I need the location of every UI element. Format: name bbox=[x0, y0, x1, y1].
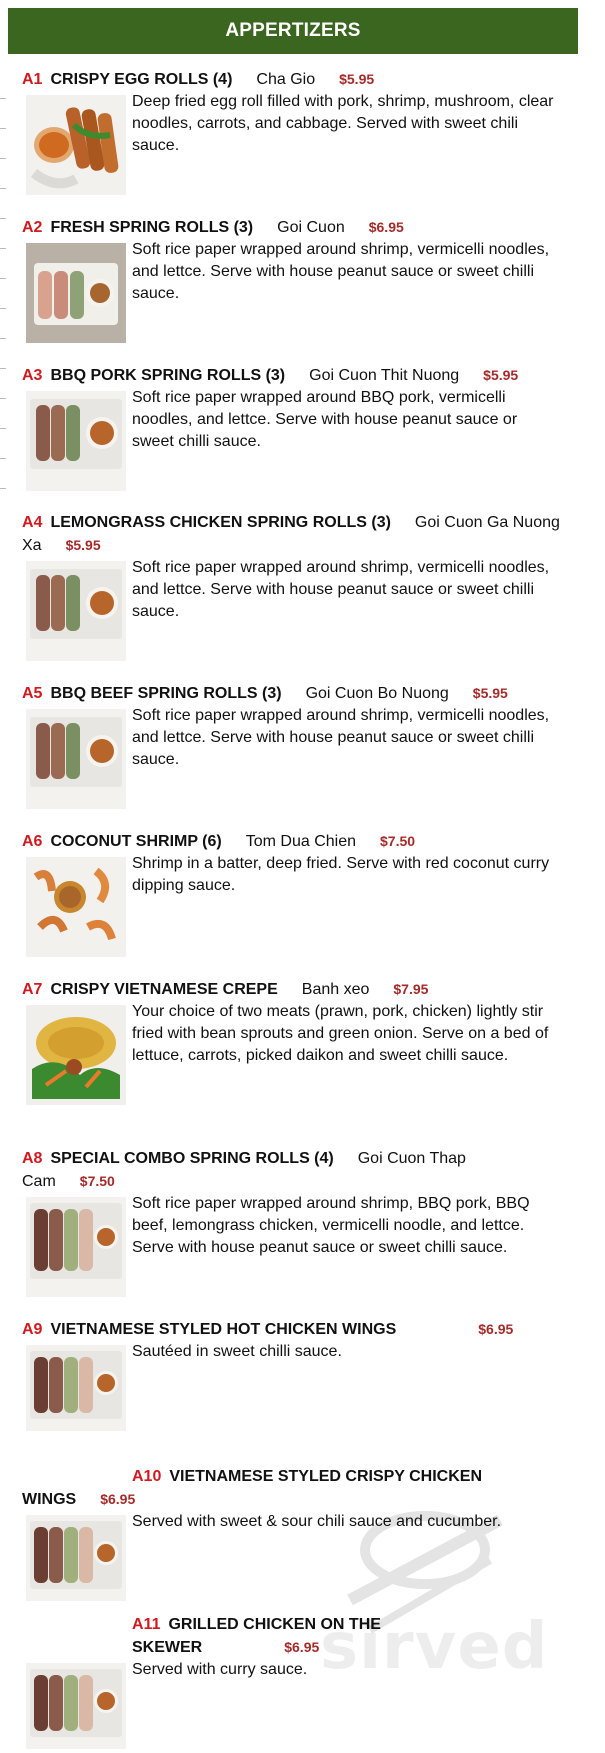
item-title bbox=[22, 68, 562, 91]
item-price: $7.50 bbox=[79, 1173, 115, 1189]
item-code: A8 bbox=[22, 1150, 43, 1167]
item-code: A11 bbox=[132, 1616, 161, 1633]
item-code: A2 bbox=[22, 219, 43, 236]
menu-item-a5 bbox=[22, 682, 562, 771]
item-name: CRISPY EGG ROLLS (4) bbox=[50, 71, 233, 88]
item-name: LEMONGRASS CHICKEN SPRING ROLLS (3) bbox=[50, 514, 391, 531]
item-price: $5.95 bbox=[339, 71, 375, 87]
item-title bbox=[22, 978, 562, 1001]
item-viet-name: Goi Cuon bbox=[277, 219, 345, 236]
item-photo bbox=[26, 391, 126, 491]
item-title bbox=[22, 1318, 562, 1341]
item-price: $7.95 bbox=[393, 981, 429, 997]
watermark-text: sirved bbox=[320, 1610, 549, 1684]
item-description: Soft rice paper wrapped around shrimp, BBQ pork, BBQ beef, lemongrass chicken, vermicelli noodle, and lettce. Serve with house peanut sauce or sweet chilli sauce. bbox=[132, 1195, 530, 1256]
menu-item-a2 bbox=[22, 216, 562, 305]
item-description: Soft rice paper wrapped around shrimp, vermicelli noodles, and lettce. Serve with house peanut sauce or sweet chilli sauce. bbox=[132, 241, 550, 302]
item-price: $5.95 bbox=[65, 537, 101, 553]
item-photo bbox=[26, 1197, 126, 1297]
menu-item-a6 bbox=[22, 830, 562, 897]
item-name: VIETNAMESE STYLED CRISPY CHICKEN WINGS bbox=[22, 1468, 482, 1508]
item-code: A1 bbox=[22, 71, 43, 88]
item-viet-name: Tom Dua Chien bbox=[245, 833, 356, 850]
item-photo bbox=[26, 1005, 126, 1105]
item-price: $6.95 bbox=[100, 1491, 136, 1507]
item-viet-name: Cha Gio bbox=[256, 71, 316, 88]
menu-item-a8 bbox=[22, 1148, 562, 1259]
item-viet-name: Goi Cuon Ga Nuong Xa bbox=[22, 514, 560, 554]
item-code: A9 bbox=[22, 1321, 43, 1338]
item-title bbox=[22, 364, 562, 387]
item-price: $7.50 bbox=[380, 833, 416, 849]
item-code: A3 bbox=[22, 367, 43, 384]
item-name: GRILLED CHICKEN ON THE SKEWER bbox=[132, 1616, 381, 1656]
item-photo bbox=[26, 857, 126, 957]
item-description: Deep fried egg roll filled with pork, shrimp, mushroom, clear noodles, carrots, and cabbage. Served with sweet chili sauce. bbox=[132, 93, 554, 154]
item-price: $5.95 bbox=[472, 685, 508, 701]
item-code: A6 bbox=[22, 833, 43, 850]
menu-item-a4 bbox=[22, 512, 562, 623]
item-photo bbox=[26, 709, 126, 809]
menu-item-a9 bbox=[22, 1318, 562, 1363]
item-viet-name: Goi Cuon Bo Nuong bbox=[305, 685, 449, 702]
item-photo bbox=[26, 1345, 126, 1431]
item-photo bbox=[26, 95, 126, 195]
margin-ticks bbox=[0, 90, 8, 510]
item-name: FRESH SPRING ROLLS (3) bbox=[50, 219, 254, 236]
item-photo bbox=[26, 243, 126, 343]
item-description: Shrimp in a batter, deep fried. Serve with red coconut curry dipping sauce. bbox=[132, 855, 550, 894]
item-photo bbox=[26, 1515, 126, 1601]
menu-item-a7 bbox=[22, 978, 562, 1067]
item-viet-name: Banh xeo bbox=[301, 981, 370, 998]
item-name: SPECIAL COMBO SPRING ROLLS (4) bbox=[50, 1150, 334, 1167]
item-viet-name: Goi Cuon Thit Nuong bbox=[309, 367, 460, 384]
item-name: CRISPY VIETNAMESE CREPE bbox=[50, 981, 278, 998]
item-title bbox=[22, 216, 562, 239]
item-name: VIETNAMESE STYLED HOT CHICKEN WINGS bbox=[50, 1321, 397, 1338]
item-photo bbox=[26, 1663, 126, 1749]
item-name: BBQ BEEF SPRING ROLLS (3) bbox=[50, 685, 282, 702]
item-price: $6.95 bbox=[284, 1639, 320, 1655]
menu-item-a3 bbox=[22, 364, 562, 453]
item-description: Sautéed in sweet chilli sauce. bbox=[132, 1343, 342, 1360]
item-code: A4 bbox=[22, 514, 43, 531]
menu-item-a1 bbox=[22, 68, 562, 157]
item-title bbox=[22, 1148, 562, 1193]
item-viet-name: Goi Cuon Thap Cam bbox=[22, 1150, 466, 1190]
item-title bbox=[22, 682, 562, 705]
item-title bbox=[22, 512, 562, 557]
item-price: $5.95 bbox=[483, 367, 519, 383]
item-description: Served with curry sauce. bbox=[132, 1661, 308, 1678]
item-description: Soft rice paper wrapped around shrimp, vermicelli noodles, and lettce. Serve with house peanut sauce or sweet chilli sauce. bbox=[132, 707, 550, 768]
item-description: Your choice of two meats (prawn, pork, chicken) lightly stir fried with bean sprouts and green onion. Serve on a bed of lettuce, carrots, picked daikon and sweet chilli sauce. bbox=[132, 1003, 549, 1064]
item-description: Soft rice paper wrapped around shrimp, vermicelli noodles, and lettce. Serve with house peanut sauce or sweet chilli sauce. bbox=[132, 559, 550, 620]
item-photo bbox=[26, 561, 126, 661]
section-header bbox=[8, 8, 578, 54]
item-name: COCONUT SHRIMP (6) bbox=[50, 833, 222, 850]
item-description: Soft rice paper wrapped around BBQ pork, vermicelli noodles, and lettce. Serve with house peanut sauce or sweet chilli sauce. bbox=[132, 389, 518, 450]
item-title bbox=[22, 830, 562, 853]
item-price: $6.95 bbox=[368, 219, 404, 235]
item-description: Served with sweet & sour chili sauce and cucumber. bbox=[132, 1513, 502, 1530]
item-code: A5 bbox=[22, 685, 43, 702]
item-code: A10 bbox=[132, 1468, 162, 1485]
item-price: $6.95 bbox=[478, 1321, 514, 1337]
section-title: APPERTIZERS bbox=[225, 20, 361, 41]
item-name: BBQ PORK SPRING ROLLS (3) bbox=[50, 367, 286, 384]
item-code: A7 bbox=[22, 981, 43, 998]
